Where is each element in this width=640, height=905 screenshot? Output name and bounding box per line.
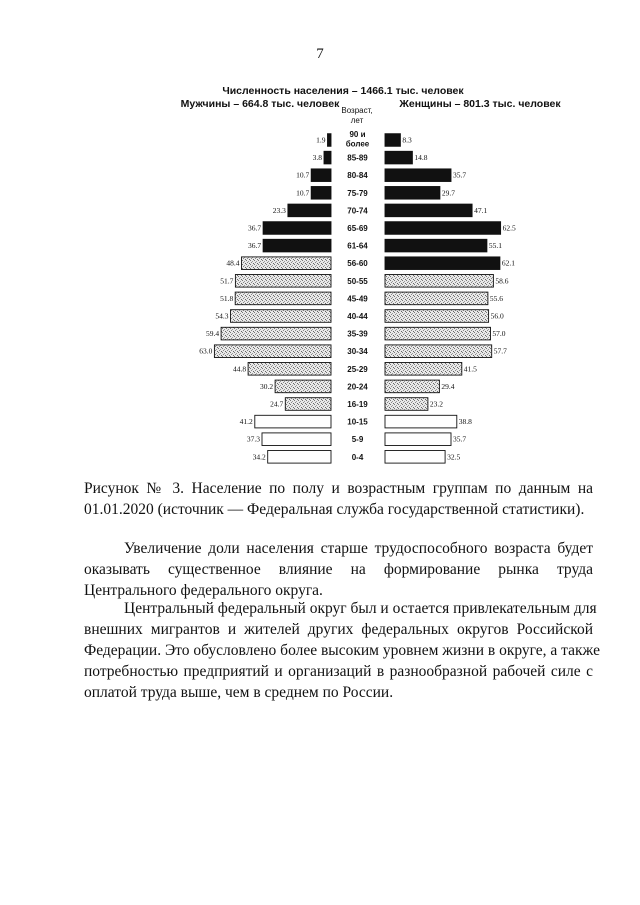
age-axis-label-line1: Возраст,: [341, 106, 373, 115]
women-header: Женщины – 801.3 тыс. человек: [399, 98, 561, 110]
age-group-label: 10-15: [347, 417, 368, 427]
age-group-label: 16-19: [347, 400, 368, 409]
value-label-women: 35.7: [453, 434, 467, 444]
value-label-women: 32.5: [447, 452, 461, 462]
page-number: 7: [316, 46, 324, 62]
bar-women: [385, 415, 457, 428]
bar-men: [248, 363, 331, 376]
caption-line: 01.01.2020 (источник — Федеральная служба государственной статистики).: [84, 501, 585, 518]
bar-women: [385, 169, 451, 182]
population-pyramid-chart: [150, 84, 590, 469]
bar-men: [268, 451, 331, 464]
bar-women: [385, 292, 488, 305]
age-group-label: 70-74: [347, 206, 368, 216]
paragraph-line: потребностью предприятий и организаций в разнообразной рабочей силе с: [84, 663, 593, 680]
bar-men: [235, 275, 331, 288]
bar-men: [242, 257, 332, 270]
age-group-label: 30-34: [347, 347, 368, 357]
paragraph-line: Увеличение доли населения старше трудоспособного возраста будет: [124, 540, 593, 557]
age-group-label: 45-49: [347, 294, 368, 304]
value-label-women: 55.1: [488, 241, 503, 251]
bar-women: [385, 257, 500, 270]
value-label-men: 44.8: [232, 364, 247, 374]
bar-men: [235, 292, 331, 305]
value-label-women: 62.5: [502, 223, 516, 233]
bar-men: [288, 204, 331, 217]
value-label-women: 23.2: [429, 399, 444, 409]
value-label-men: 59.4: [205, 329, 220, 339]
men-header: Мужчины – 664.8 тыс. человек: [180, 98, 340, 110]
value-label-men: 51.7: [220, 276, 234, 286]
age-group-label: 61-64: [347, 241, 368, 251]
value-label-women: 57.0: [492, 329, 506, 339]
age-group-label: 50-55: [347, 276, 368, 286]
age-group-label: 40-44: [347, 312, 368, 321]
value-label-men: 36.7: [247, 241, 262, 251]
value-label-men: 1.9: [316, 135, 326, 145]
value-label-men: 48.4: [226, 258, 240, 268]
value-label-men: 10.7: [296, 188, 310, 198]
bar-women: [385, 433, 451, 446]
age-group-label: более: [345, 139, 370, 149]
age-group-label: 75-79: [347, 188, 368, 198]
figure-caption: [84, 478, 593, 520]
chart-title: Численность населения – 1466.1 тыс. человек: [222, 85, 464, 97]
age-group-label: 0-4: [351, 452, 364, 462]
paragraph-line: внешних мигрантов и жителей других федеральных округов Российской: [84, 621, 593, 638]
value-label-women: 55.6: [489, 293, 504, 303]
value-label-men: 10.7: [296, 170, 310, 180]
value-label-women: 58.6: [495, 276, 509, 286]
bar-men: [311, 187, 331, 200]
value-label-women: 62.1: [501, 258, 516, 268]
paragraph-line: оплатой труда выше, чем в среднем по России.: [84, 684, 394, 701]
bar-women: [385, 275, 493, 288]
bar-women: [385, 310, 489, 323]
value-label-women: 56.0: [490, 311, 504, 321]
bar-women: [385, 398, 428, 411]
bar-women: [385, 204, 472, 217]
bar-women: [385, 151, 412, 164]
value-label-women: 14.8: [414, 153, 428, 163]
value-label-men: 36.7: [247, 223, 262, 233]
value-label-women: 29.4: [441, 381, 455, 391]
age-group-label: 5-9: [351, 435, 364, 445]
bar-men: [262, 433, 331, 446]
bar-women: [385, 345, 492, 358]
value-label-women: 29.7: [441, 188, 456, 198]
paragraph: [84, 538, 593, 601]
paragraph: [84, 598, 600, 703]
bar-women: [385, 451, 445, 464]
paragraph-line: Центральный федеральный округ был и остается привлекательным для: [124, 600, 597, 617]
value-label-women: 35.7: [453, 170, 467, 180]
bar-women: [385, 327, 491, 340]
bar-men: [285, 398, 331, 411]
value-label-women: 8.3: [402, 135, 412, 145]
bar-women: [385, 222, 501, 235]
age-group-label: 90 и: [349, 130, 366, 139]
value-label-men: 34.2: [252, 452, 266, 462]
age-axis-label-line2: лет: [350, 116, 364, 125]
value-label-men: 37.3: [246, 434, 260, 444]
value-label-women: 38.8: [458, 417, 472, 427]
value-label-men: 23.3: [272, 205, 286, 215]
caption-line: Рисунок № 3. Население по полу и возрастным группам по данным на: [84, 480, 593, 497]
paragraph-line: Центрального федерального округа.: [84, 582, 323, 599]
age-group-label: 25-29: [347, 364, 368, 374]
value-label-men: 41.2: [239, 417, 253, 427]
value-label-men: 30.2: [259, 381, 274, 391]
value-label-women: 41.5: [463, 364, 477, 374]
bar-men: [263, 239, 331, 252]
bar-women: [385, 239, 487, 252]
value-label-men: 54.3: [215, 311, 229, 321]
bar-men: [231, 310, 332, 323]
paragraph-line: оказывать существенное влияние на формирование рынка труда: [84, 561, 593, 578]
bar-men: [221, 327, 331, 340]
bar-women: [385, 134, 400, 147]
age-group-label: 80-84: [347, 171, 368, 181]
value-label-men: 51.8: [220, 293, 234, 303]
bar-men: [275, 380, 331, 393]
age-group-label: 20-24: [347, 382, 368, 392]
bar-men: [324, 151, 331, 164]
value-label-men: 63.0: [199, 346, 213, 356]
bar-men: [328, 134, 332, 147]
age-group-label: 65-69: [347, 224, 368, 233]
bar-men: [255, 415, 331, 428]
bar-men: [263, 222, 331, 235]
bar-women: [385, 363, 462, 376]
bar-men: [214, 345, 331, 358]
age-group-label: 35-39: [347, 329, 368, 339]
age-group-label: 85-89: [347, 153, 368, 163]
bar-women: [385, 187, 440, 200]
value-label-men: 24.7: [270, 399, 284, 409]
value-label-women: 47.1: [474, 205, 488, 215]
value-label-men: 3.8: [312, 153, 322, 163]
bar-men: [311, 169, 331, 182]
bar-women: [385, 380, 439, 393]
value-label-women: 57.7: [493, 346, 507, 356]
paragraph-line: Федерации. Это обусловлено более высоким уровнем жизни в округе, а также: [84, 642, 600, 659]
age-group-label: 56-60: [347, 259, 368, 269]
